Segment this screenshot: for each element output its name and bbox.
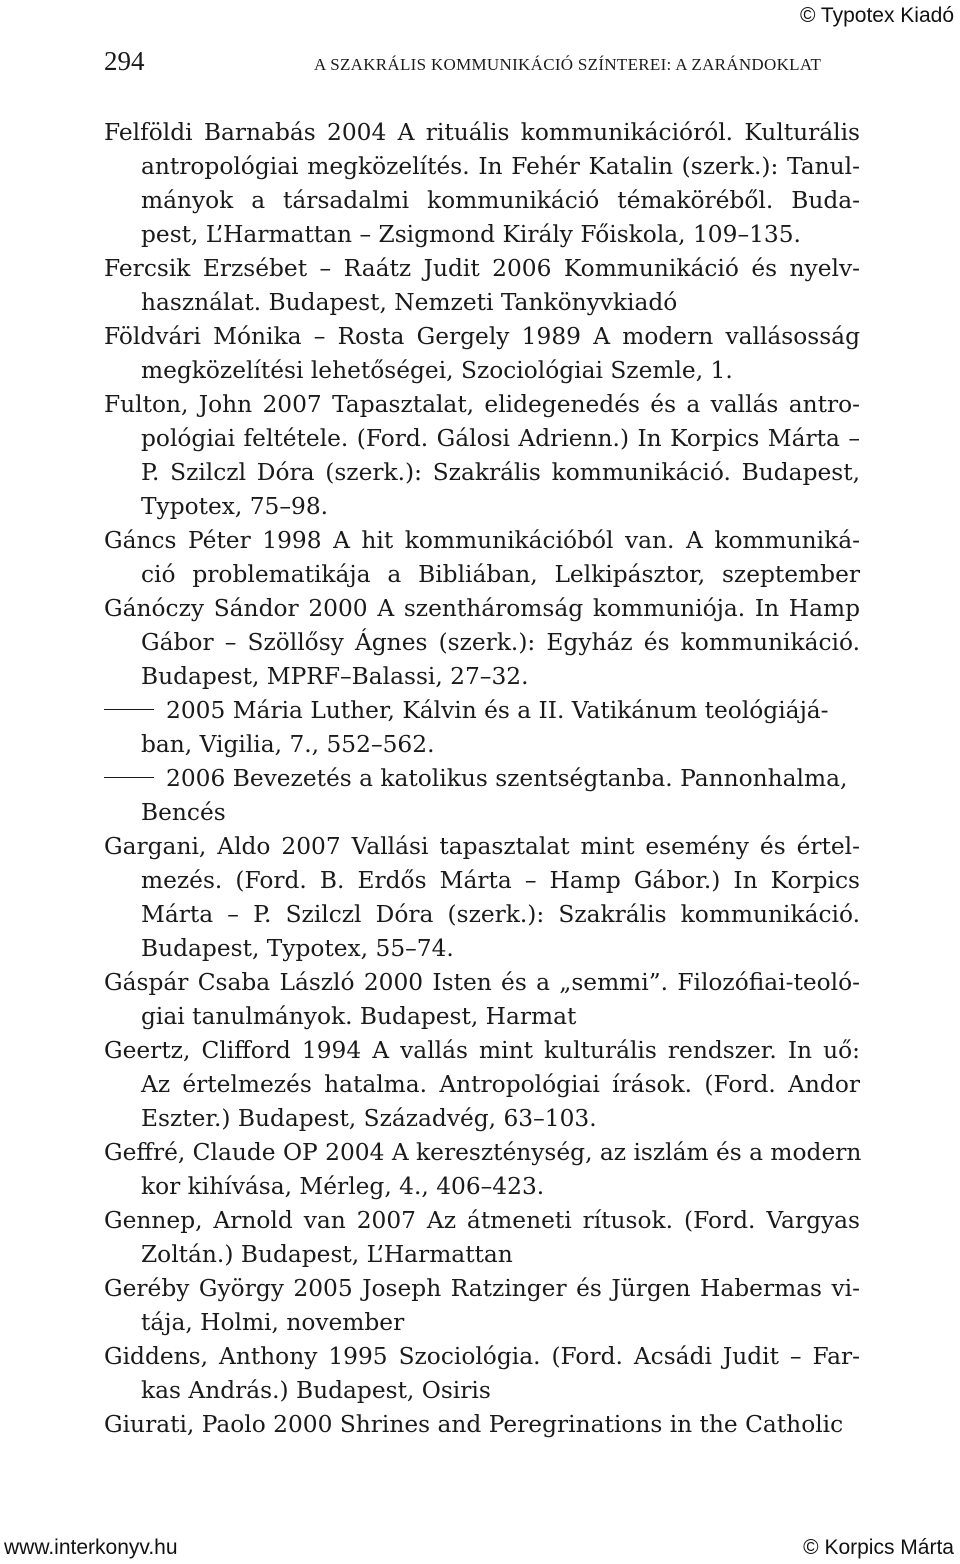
bibliography-line: Budapest, Typotex, 55–74. — [141, 935, 454, 962]
bibliography-line: tája, Holmi, november — [141, 1309, 405, 1336]
bibliography-line: Gáspár Csaba László 2000 Isten és a „semmi”. Filozófiai-teoló- — [104, 969, 860, 996]
bibliography-list — [104, 116, 860, 1442]
bibliography-line: Budapest, MPRF–Balassi, 27–32. — [141, 663, 529, 690]
bibliography-line: antropológiai megközelítés. In Fehér Katalin (szerk.): Tanul- — [141, 153, 860, 180]
bibliography-line: ció problematikája a Bibliában, Lelkipásztor, szeptember — [141, 561, 860, 588]
site-url-watermark: www.interkonyv.hu — [4, 1536, 178, 1559]
copyright-watermark-top: © Typotex Kiadó — [799, 4, 954, 27]
bibliography-line: használat. Budapest, Nemzeti Tankönyvkiadó — [141, 289, 678, 316]
ditto-dash — [104, 709, 154, 710]
bibliography-line: P. Szilczl Dóra (szerk.): Szakrális kommunikáció. Budapest, — [141, 459, 860, 486]
running-title: A SZAKRÁLIS KOMMUNIKÁCIÓ SZÍNTEREI: A ZARÁNDOKLAT — [314, 55, 822, 74]
bibliography-line: Márta – P. Szilczl Dóra (szerk.): Szakrális kommunikáció. — [141, 901, 860, 928]
bibliography-line: giai tanulmányok. Budapest, Harmat — [141, 1003, 577, 1030]
bibliography-line: Bencés — [141, 799, 226, 826]
bibliography-line: mányok a társadalmi kommunikáció témaköréből. Buda- — [141, 187, 860, 214]
bibliography-line: Gánóczy Sándor 2000 A szentháromság kommuniója. In Hamp — [104, 595, 860, 622]
bibliography-line: Felföldi Barnabás 2004 A rituális kommunikációról. Kulturális — [104, 119, 860, 146]
bibliography-line: Gábor – Szöllősy Ágnes (szerk.): Egyház és kommunikáció. — [141, 629, 860, 656]
bibliography-line: Gennep, Arnold van 2007 Az átmeneti rítusok. (Ford. Vargyas — [104, 1207, 860, 1234]
bibliography-line: megközelítési lehetőségei, Szociológiai Szemle, 1. — [141, 357, 733, 384]
bibliography-line: Geréby György 2005 Joseph Ratzinger és Jürgen Habermas vi- — [104, 1275, 860, 1302]
bibliography-line: ban, Vigilia, 7., 552–562. — [141, 731, 435, 758]
bibliography-line: Geertz, Clifford 1994 A vallás mint kulturális rendszer. In uő: — [104, 1037, 860, 1064]
bibliography-text: 2005 Mária Luther, Kálvin és a II. Vatikánum teológiájá- — [166, 697, 829, 724]
bibliography-line: pológiai feltétele. (Ford. Gálosi Adrienn.) In Korpics Márta – — [141, 425, 860, 452]
running-header — [104, 46, 860, 80]
bibliography-line: Fulton, John 2007 Tapasztalat, elidegenedés és a vallás antro- — [104, 391, 860, 418]
bibliography-line: kas András.) Budapest, Osiris — [141, 1377, 491, 1404]
bibliography-line: Az értelmezés hatalma. Antropológiai írások. (Ford. Andor — [141, 1071, 860, 1098]
bibliography-line: Zoltán.) Budapest, L’Harmattan — [141, 1241, 513, 1268]
ditto-dash — [104, 777, 154, 778]
bibliography-line: Fercsik Erzsébet – Raátz Judit 2006 Kommunikáció és nyelv- — [104, 255, 860, 282]
page-number: 294 — [104, 46, 145, 76]
bibliography-line: kor kihívása, Mérleg, 4., 406–423. — [141, 1173, 545, 1200]
bibliography-line — [104, 762, 860, 796]
copyright-watermark-bottom: © Korpics Márta — [803, 1536, 954, 1559]
bibliography-line: pest, L’Harmattan – Zsigmond Király Főiskola, 109–135. — [141, 221, 801, 248]
bibliography-line: Giddens, Anthony 1995 Szociológia. (Ford. Acsádi Judit – Far- — [104, 1343, 860, 1370]
bibliography-line: Földvári Mónika – Rosta Gergely 1989 A modern vallásosság — [104, 323, 860, 350]
bibliography-line: Typotex, 75–98. — [141, 493, 329, 520]
bibliography-line: Eszter.) Budapest, Századvég, 63–103. — [141, 1105, 597, 1132]
bibliography-line: mezés. (Ford. B. Erdős Márta – Hamp Gábor.) In Korpics — [141, 867, 860, 894]
bibliography-line: Giurati, Paolo 2000 Shrines and Peregrinations in the Catholic — [104, 1411, 844, 1438]
bibliography-line: Gargani, Aldo 2007 Vallási tapasztalat mint esemény és értel- — [104, 833, 860, 860]
bibliography-line — [104, 694, 860, 728]
bibliography-line: Gáncs Péter 1998 A hit kommunikációból van. A kommuniká- — [104, 527, 860, 554]
bibliography-line: Geffré, Claude OP 2004 A kereszténység, az iszlám és a modern — [104, 1139, 862, 1166]
bibliography-text: 2006 Bevezetés a katolikus szentségtanba. Pannonhalma, — [166, 765, 848, 792]
